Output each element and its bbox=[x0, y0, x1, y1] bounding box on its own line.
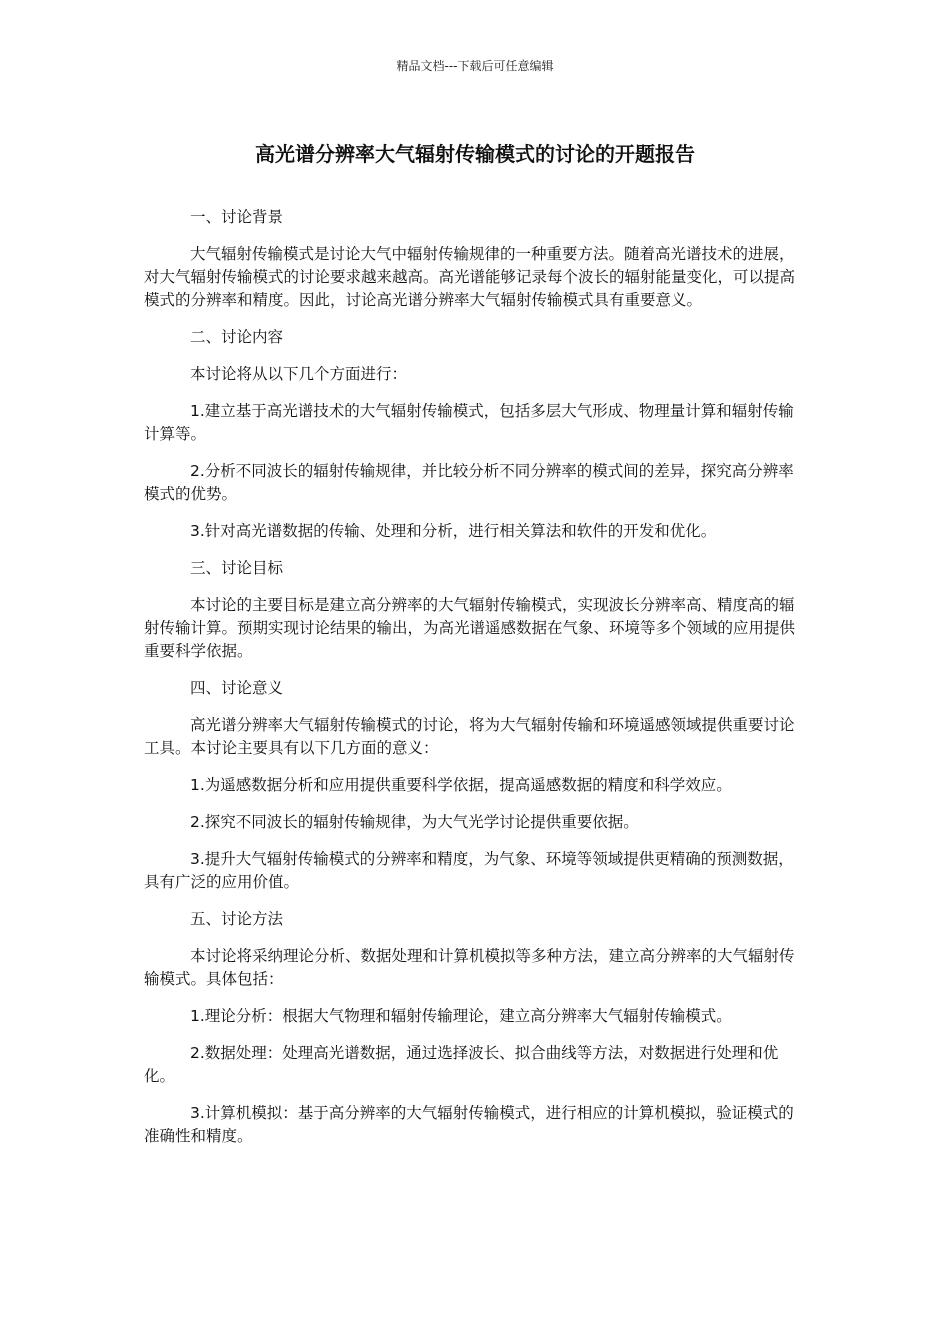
paragraph-content-intro: 本讨论将从以下几个方面进行： bbox=[190, 365, 408, 383]
paragraph-goals: 本讨论的主要目标是建立高分辨率的大气辐射传输模式，实现波长分辨率高、精度高的辐射传输计算。预期实现讨论结果的输出，为高光谱遥感数据在气象、环境等多个领域的应用提供重要科学依据。 bbox=[144, 596, 796, 660]
section-heading-background: 一、讨论背景 bbox=[190, 208, 284, 226]
section-heading-significance: 四、讨论意义 bbox=[190, 679, 284, 697]
header-note: 精品文档---下载后可任意编辑 bbox=[396, 59, 554, 73]
paragraph-background: 大气辐射传输模式是讨论大气中辐射传输规律的一种重要方法。随着高光谱技术的进展，对大气辐射传输模式的讨论要求越来越高。高光谱能够记录每个波长的辐射能量变化，可以提高模式的分辨率和精度。因此，讨论高光谱分辨率大气辐射传输模式具有重要意义。 bbox=[144, 245, 796, 309]
list-item-methods-3: 3.计算机模拟：基于高分辨率的大气辐射传输模式，进行相应的计算机模拟，验证模式的准确性和精度。 bbox=[144, 1104, 794, 1145]
paragraph-significance-intro: 高光谱分辨率大气辐射传输模式的讨论，将为大气辐射传输和环境遥感领域提供重要讨论工具。本讨论主要具有以下几方面的意义： bbox=[144, 716, 795, 757]
document-body bbox=[144, 206, 806, 1148]
list-item-significance-3: 3.提升大气辐射传输模式的分辨率和精度，为气象、环境等领域提供更精确的预测数据，具有广泛的应用价值。 bbox=[144, 850, 794, 891]
list-item-methods-2: 2.数据处理：处理高光谱数据，通过选择波长、拟合曲线等方法，对数据进行处理和优化。 bbox=[144, 1044, 779, 1085]
section-heading-content: 二、讨论内容 bbox=[190, 328, 284, 346]
list-item-significance-1: 1.为遥感数据分析和应用提供重要科学依据，提高遥感数据的精度和科学效应。 bbox=[190, 776, 732, 794]
list-item-significance-2: 2.探究不同波长的辐射传输规律，为大气光学讨论提供重要依据。 bbox=[190, 813, 639, 831]
document-title: 高光谱分辨率大气辐射传输模式的讨论的开题报告 bbox=[255, 142, 695, 166]
list-item-methods-1: 1.理论分析：根据大气物理和辐射传输理论，建立高分辨率大气辐射传输模式。 bbox=[190, 1007, 732, 1025]
section-heading-goals: 三、讨论目标 bbox=[190, 559, 284, 577]
list-item-content-3: 3.针对高光谱数据的传输、处理和分析，进行相关算法和软件的开发和优化。 bbox=[190, 522, 717, 540]
section-heading-methods: 五、讨论方法 bbox=[190, 910, 284, 928]
list-item-content-2: 2.分析不同波长的辐射传输规律，并比较分析不同分辨率的模式间的差异，探究高分辨率模式的优势。 bbox=[144, 462, 794, 503]
list-item-content-1: 1.建立基于高光谱技术的大气辐射传输模式，包括多层大气形成、物理量计算和辐射传输计算等。 bbox=[144, 402, 794, 443]
paragraph-methods-intro: 本讨论将采纳理论分析、数据处理和计算机模拟等多种方法，建立高分辨率的大气辐射传输模式。具体包括： bbox=[144, 947, 795, 988]
